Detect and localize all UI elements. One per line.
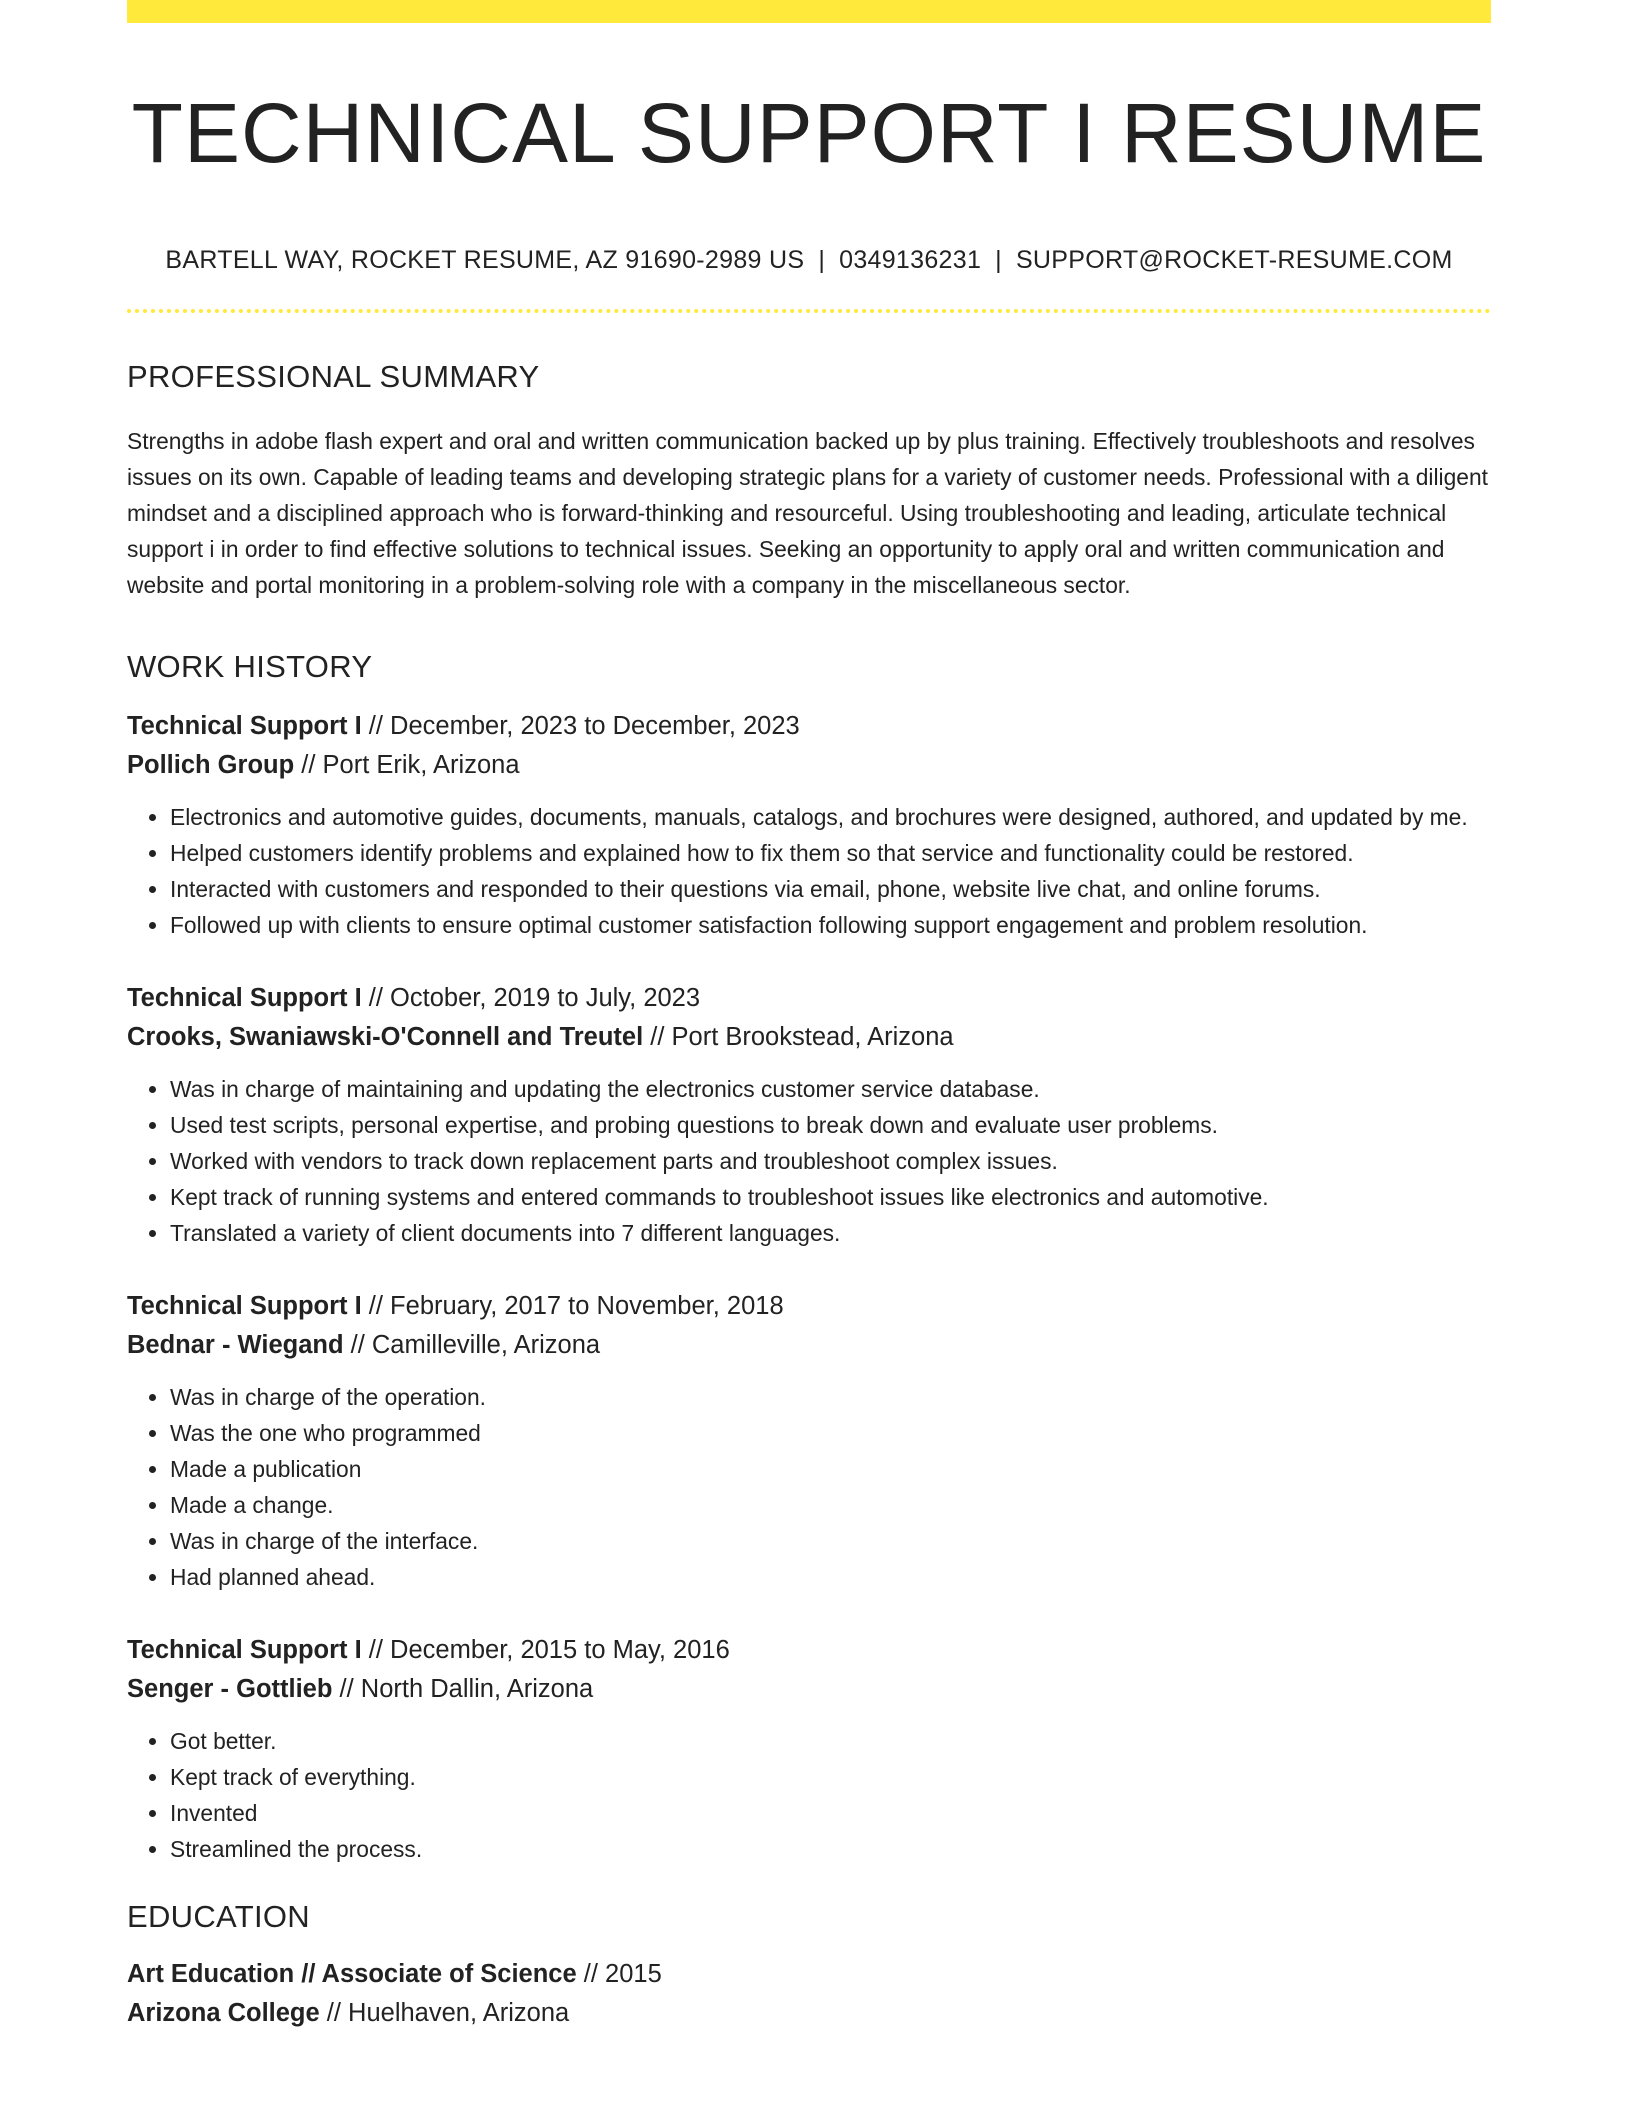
job-bullet: • Invented bbox=[170, 1795, 1491, 1831]
contact-line bbox=[127, 246, 1491, 275]
job-title-line bbox=[127, 979, 1491, 1018]
job-company: Senger - Gottlieb bbox=[127, 1674, 333, 1703]
job-bullets bbox=[127, 1071, 1491, 1251]
job-bullet: • Electronics and automotive guides, documents, manuals, catalogs, and brochures were designed, authored, and updated by me. bbox=[170, 799, 1491, 835]
job-location: // Port Brookstead, Arizona bbox=[643, 1022, 954, 1051]
job-dates: // December, 2015 to May, 2016 bbox=[361, 1635, 730, 1664]
job-entry bbox=[127, 1287, 1491, 1595]
job-dates: // October, 2019 to July, 2023 bbox=[361, 983, 701, 1012]
education-year: // 2015 bbox=[576, 1959, 662, 1988]
job-location: // North Dallin, Arizona bbox=[332, 1674, 594, 1703]
job-entry bbox=[127, 707, 1491, 943]
job-title: Technical Support I bbox=[127, 1635, 362, 1664]
job-company-line bbox=[127, 1326, 1491, 1365]
job-title-line bbox=[127, 707, 1491, 746]
job-bullet: • Kept track of everything. bbox=[170, 1759, 1491, 1795]
education-degree: Art Education // Associate of Science bbox=[127, 1959, 577, 1988]
contact-address: BARTELL WAY, ROCKET RESUME, AZ 91690-2989 US bbox=[165, 245, 805, 274]
summary-text: Strengths in adobe flash expert and oral and written communication backed up by plus training. Effectively troubleshoots and resolves issues on its own. Capable of leading teams and developing strategic plans for a variety of customer needs. Professional with a diligent mindset and a disciplined approach who is forward-thinking and resourceful. Using troubleshooting and leading, articulate technical support i in order to find effective solutions to technical issues. Seeking an opportunity to apply oral and written communication and website and portal monitoring in a problem-solving role with a company in the miscellaneous sector. bbox=[127, 427, 1488, 598]
resume-title: TECHNICAL SUPPORT I RESUME bbox=[131, 86, 1487, 180]
job-bullet: • Was in charge of the operation. bbox=[170, 1379, 1491, 1415]
job-bullets bbox=[127, 1379, 1491, 1595]
job-company: Crooks, Swaniawski-O'Connell and Treutel bbox=[127, 1022, 644, 1051]
job-company-line bbox=[127, 746, 1491, 785]
job-bullet: • Helped customers identify problems and explained how to fix them so that service and functionality could be restored. bbox=[170, 835, 1491, 871]
dotted-divider bbox=[127, 309, 1491, 313]
job-bullet: • Used test scripts, personal expertise, and probing questions to break down and evaluate user problems. bbox=[170, 1107, 1491, 1143]
job-title-line bbox=[127, 1287, 1491, 1326]
job-bullet: • Got better. bbox=[170, 1723, 1491, 1759]
job-bullet: • Was in charge of maintaining and updating the electronics customer service database. bbox=[170, 1071, 1491, 1107]
job-bullet: • Was the one who programmed bbox=[170, 1415, 1491, 1451]
top-accent-bar bbox=[127, 0, 1491, 23]
education-heading: EDUCATION bbox=[127, 1898, 310, 1934]
job-title: Technical Support I bbox=[127, 711, 362, 740]
job-title-line bbox=[127, 1631, 1491, 1670]
job-bullets bbox=[127, 1723, 1491, 1867]
summary-heading: PROFESSIONAL SUMMARY bbox=[127, 358, 540, 394]
contact-separator: | bbox=[818, 245, 826, 274]
job-company-line bbox=[127, 1670, 1491, 1709]
education-school: Arizona College bbox=[127, 1998, 320, 2027]
job-bullet: • Made a publication bbox=[170, 1451, 1491, 1487]
education-entry bbox=[127, 1955, 1491, 2033]
contact-email: SUPPORT@ROCKET-RESUME.COM bbox=[1015, 245, 1453, 274]
job-dates: // December, 2023 to December, 2023 bbox=[361, 711, 800, 740]
job-company: Pollich Group bbox=[127, 750, 295, 779]
job-company: Bednar - Wiegand bbox=[127, 1330, 344, 1359]
job-entry bbox=[127, 1631, 1491, 1867]
work-history-heading: WORK HISTORY bbox=[127, 648, 373, 684]
job-title: Technical Support I bbox=[127, 1291, 362, 1320]
job-bullet: • Interacted with customers and responded to their questions via email, phone, website live chat, and online forums. bbox=[170, 871, 1491, 907]
job-bullet: • Made a change. bbox=[170, 1487, 1491, 1523]
resume-page bbox=[127, 0, 1491, 2033]
education-school-line bbox=[127, 1994, 1491, 2033]
education-location: // Huelhaven, Arizona bbox=[319, 1998, 570, 2027]
job-bullet: • Worked with vendors to track down replacement parts and troubleshoot complex issues. bbox=[170, 1143, 1491, 1179]
job-location: // Port Erik, Arizona bbox=[294, 750, 520, 779]
job-bullet: • Was in charge of the interface. bbox=[170, 1523, 1491, 1559]
job-dates: // February, 2017 to November, 2018 bbox=[361, 1291, 784, 1320]
contact-separator: | bbox=[995, 245, 1002, 274]
job-company-line bbox=[127, 1018, 1491, 1057]
job-bullet: • Translated a variety of client documents into 7 different languages. bbox=[170, 1215, 1491, 1251]
education-degree-line bbox=[127, 1955, 1491, 1994]
job-bullet: • Followed up with clients to ensure optimal customer satisfaction following support engagement and problem resolution. bbox=[170, 907, 1491, 943]
job-bullets bbox=[127, 799, 1491, 943]
job-bullet: • Kept track of running systems and entered commands to troubleshoot issues like electronics and automotive. bbox=[170, 1179, 1491, 1215]
job-bullet: • Had planned ahead. bbox=[170, 1559, 1491, 1595]
job-location: // Camilleville, Arizona bbox=[343, 1330, 601, 1359]
contact-phone: 0349136231 bbox=[839, 245, 982, 274]
job-title: Technical Support I bbox=[127, 983, 362, 1012]
job-bullet: • Streamlined the process. bbox=[170, 1831, 1491, 1867]
job-entry bbox=[127, 979, 1491, 1251]
